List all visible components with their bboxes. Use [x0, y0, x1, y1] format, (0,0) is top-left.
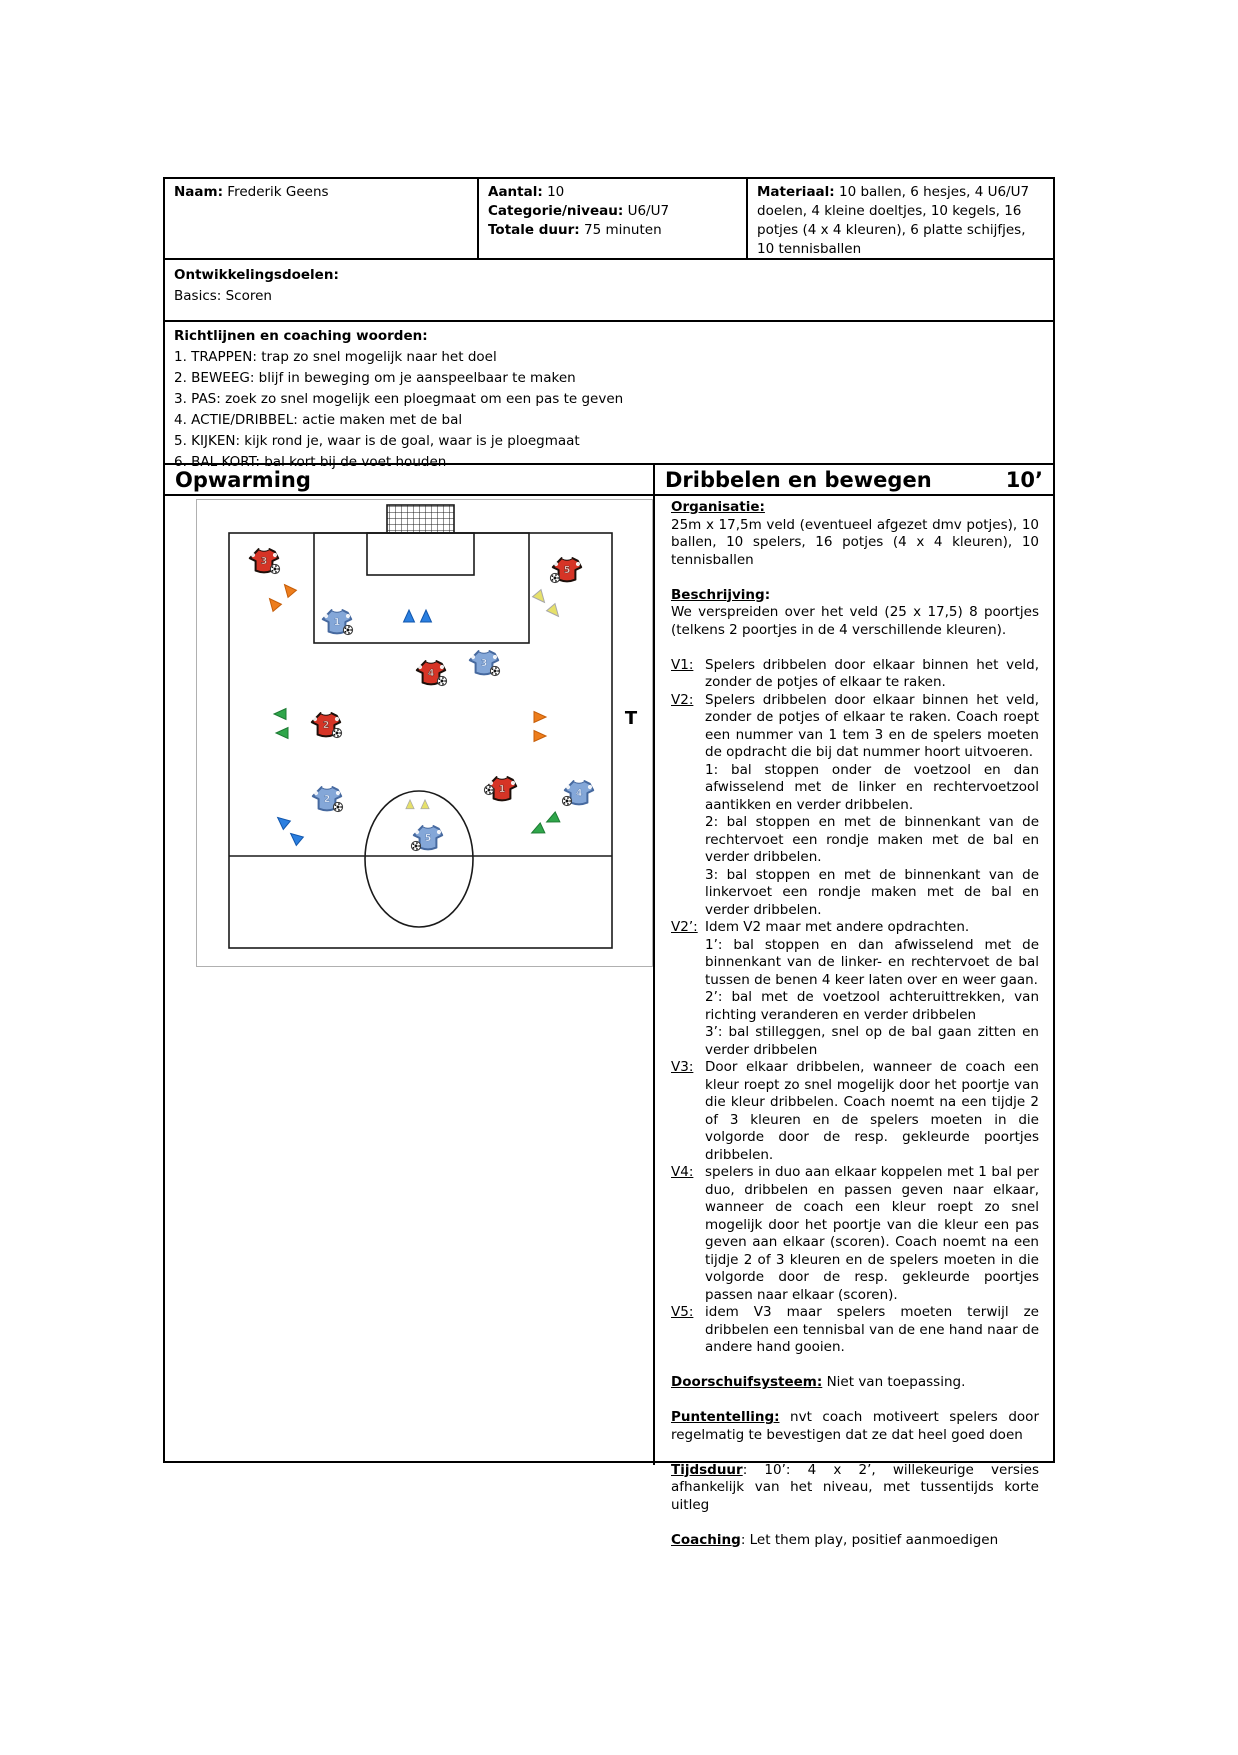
- opwarming-title: Opwarming: [175, 467, 311, 492]
- tijdsduur-label: Tijdsduur: [671, 1461, 743, 1478]
- richtlijnen-row: [165, 322, 1053, 470]
- ontwikkelingsdoelen-body: Basics: Scoren: [174, 288, 272, 304]
- soccer-ball-icon: [490, 666, 499, 675]
- trainer-marker: T: [624, 708, 638, 729]
- coaching-label: Coaching: [671, 1531, 741, 1548]
- aantal-value: 10: [547, 184, 565, 200]
- variation-body: [705, 1164, 1039, 1304]
- variation-body: [705, 1304, 1039, 1357]
- duur-label: Totale duur:: [488, 222, 580, 238]
- variation-label: V5:: [671, 1304, 694, 1320]
- field-outline: [229, 533, 612, 948]
- variation-text: spelers in duo aan elkaar koppelen met 1 bal per duo, dribbelen en passen geven naar elkaar, wanneer de coach een kleur roept zo snel mogelijk door het poortje van die kleur een pas geven aan elkaar (scoren). Coach noemt na een tijdje 2 of 3 kleuren en de spelers moeten in die volgorde door de resp. gekleurde poortjes passen naar elkaar (scoren).: [705, 1164, 1039, 1303]
- variation-body: [705, 657, 1039, 692]
- tijdsduur-text: : 10’: 4 x 2’, willekeurige versies afhankelijk van het niveau, met tussentijds korte uitleg: [671, 1461, 1039, 1513]
- variation-subitem: 1’: bal stoppen en dan afwisselend met de binnenkant van de linker- en rechtervoet de bal tussen de benen 4 keer laten over en weer gaan.: [705, 936, 1039, 988]
- svg-text:1: 1: [498, 784, 506, 795]
- categorie-value: U6/U7: [627, 203, 670, 219]
- variation-label: V2:: [671, 691, 694, 708]
- svg-text:5: 5: [563, 565, 571, 576]
- richtlijn-item: 2. BEWEEG: blijf in beweging om je aanspeelbaar te maken: [174, 370, 576, 386]
- variation-item: [671, 692, 1039, 920]
- header-row: [165, 179, 1053, 260]
- richtlijnen-title: Richtlijnen en coaching woorden:: [174, 328, 428, 344]
- doorschuifsysteem-text: Niet van toepassing.: [826, 1374, 966, 1390]
- categorie-label: Categorie/niveau:: [488, 203, 624, 219]
- richtlijn-item: 6. BAL KORT: bal kort bij de voet houden: [174, 454, 447, 470]
- training-plan-table: [163, 177, 1055, 1548]
- soccer-ball-icon: [270, 564, 279, 573]
- soccer-ball-icon: [332, 728, 341, 737]
- richtlijn-item: 1. TRAPPEN: trap zo snel mogelijk naar het doel: [174, 349, 497, 365]
- variation-body: [705, 919, 1039, 1059]
- variation-subitem: 2’: bal met de voetzool achteruittrekken, van richting veranderen en verder dribbelen: [705, 989, 1039, 1023]
- svg-text:5: 5: [424, 833, 432, 844]
- soccer-ball-icon: [343, 625, 352, 634]
- organisatie-label: Organisatie:: [671, 499, 765, 515]
- beschrijving-text: We verspreiden over het veld (25 x 17,5) 8 poortjes (telkens 2 poortjes in de 4 verschillende kleuren).: [671, 604, 1039, 638]
- richtlijn-item: 3. PAS: zoek zo snel mogelijk een ploegmaat om een pas te geven: [174, 391, 624, 407]
- aantal-label: Aantal:: [488, 184, 543, 200]
- soccer-ball-icon: [333, 802, 342, 811]
- field-diagram: [196, 499, 653, 967]
- naam-label: Naam:: [174, 184, 223, 200]
- richtlijnen-list: [174, 347, 1044, 473]
- variation-text: Door elkaar dribbelen, wanneer de coach een kleur roept zo snel mogelijk door het poortje van die kleur dribbelen. Coach noemt na een tijdje 2 of 3 kleuren en de spelers moeten in die volgorde door de resp. gekleurde poortjes dribbelen.: [705, 1059, 1039, 1163]
- field-lines: [229, 505, 612, 948]
- materiaal-cell: [748, 179, 1053, 258]
- opwarming-column: [165, 465, 655, 1465]
- variations: [671, 657, 1039, 1357]
- variation-subitem: 3’: bal stilleggen, snel op de bal gaan zitten en verder dribbelen: [705, 1024, 1039, 1058]
- goal-net: [387, 505, 454, 533]
- organisatie-text: 25m x 17,5m veld (eventueel afgezet dmv potjes), 10 ballen, 10 spelers, 16 potjes (4 x 4 kleuren), 10 tennisballen: [671, 516, 1039, 568]
- duur-value: 75 minuten: [583, 222, 662, 238]
- variation-label: V1:: [671, 656, 694, 673]
- richtlijn-item: 5. KIJKEN: kijk rond je, waar is de goal, waar is je ploegmaat: [174, 433, 580, 449]
- richtlijn-item: 4. ACTIE/DRIBBEL: actie maken met de bal: [174, 412, 463, 428]
- puntentelling-label: Puntentelling:: [671, 1409, 780, 1425]
- svg-text:3: 3: [480, 658, 488, 669]
- materiaal-label: Materiaal:: [757, 184, 835, 200]
- soccer-ball-icon: [550, 573, 559, 582]
- soccer-ball-icon: [437, 676, 446, 685]
- variation-item: [671, 1059, 1039, 1164]
- exercise-row: [165, 465, 1053, 1548]
- svg-text:2: 2: [322, 720, 330, 731]
- variation-label: V3:: [671, 1059, 694, 1075]
- field-diagram-svg: [197, 500, 652, 966]
- soccer-ball-icon: [484, 785, 493, 794]
- variation-subitem: 3: bal stoppen en met de binnenkant van de linkervoet een rondje maken met de bal en verder dribbelen.: [705, 866, 1039, 918]
- variation-label: V2’:: [671, 919, 698, 935]
- variation-item: [671, 919, 1039, 1059]
- variation-item: [671, 1164, 1039, 1304]
- puntentelling-text: nvt coach motiveert spelers door regelmatig te bevestigen dat ze dat heel goed doen: [671, 1409, 1039, 1443]
- svg-text:4: 4: [427, 668, 435, 679]
- doorschuifsysteem-label: Doorschuifsysteem:: [671, 1374, 823, 1390]
- naam-value: Frederik Geens: [227, 184, 329, 200]
- opwarming-header: [165, 465, 653, 496]
- variation-text: Spelers dribbelen door elkaar binnen het veld, zonder de potjes of elkaar te raken. Coach roept een nummer van 1 tem 3 en de spelers moeten de opdracht die bij dat nummer hoort uitvoeren.: [705, 691, 1039, 760]
- beschrijving-colon: :: [764, 586, 771, 603]
- beschrijving-label: Beschrijving: [671, 586, 765, 603]
- variation-label: V4:: [671, 1164, 694, 1180]
- oefening-content: [655, 496, 1053, 1549]
- variation-item: [671, 657, 1039, 692]
- variation-subitem: 1: bal stoppen onder de voetzool en dan afwisselend met de linker en rechtervoetzool aantikken en verder dribbelen.: [705, 761, 1039, 813]
- variation-body: [705, 1059, 1039, 1164]
- oefening-duration: 10’: [1005, 467, 1043, 492]
- oefening-header: [655, 465, 1053, 496]
- oefening-title: Dribbelen en bewegen: [665, 467, 932, 492]
- trainer-layer: [625, 708, 638, 729]
- svg-text:2: 2: [323, 794, 331, 805]
- variation-item: [671, 1304, 1039, 1357]
- ontwikkelingsdoelen-title: Ontwikkelingsdoelen:: [174, 267, 339, 283]
- ontwikkelingsdoelen-row: [165, 260, 1053, 322]
- variation-subitem: 2: bal stoppen en met de binnenkant van de rechtervoet een rondje maken met de bal en verder dribbelen.: [705, 814, 1039, 865]
- coaching-text: : Let them play, positief aanmoedigen: [740, 1531, 999, 1548]
- variation-text: Idem V2 maar met andere opdrachten.: [705, 919, 970, 935]
- svg-text:4: 4: [575, 788, 583, 799]
- variation-body: [705, 692, 1039, 920]
- soccer-ball-icon: [411, 841, 420, 850]
- svg-text:1: 1: [333, 617, 341, 628]
- svg-text:3: 3: [260, 556, 268, 567]
- naam-cell: [165, 179, 479, 258]
- materiaal-value: 10 ballen, 6 hesjes, 4 U6/U7 doelen, 4 kleine doeltjes, 10 kegels, 16 potjes (4 x 4 kleuren), 6 platte schijfjes, 10 tennisballen: [757, 184, 1030, 257]
- variation-text: Spelers dribbelen door elkaar binnen het veld, zonder de potjes of elkaar te raken.: [705, 656, 1039, 690]
- variation-text: idem V3 maar spelers moeten terwijl ze dribbelen een tennisbal van de ene hand naar de andere hand gooien.: [705, 1304, 1039, 1355]
- soccer-ball-icon: [562, 796, 571, 805]
- oefening-column: [655, 465, 1053, 1548]
- aantal-categorie-cell: [479, 179, 748, 258]
